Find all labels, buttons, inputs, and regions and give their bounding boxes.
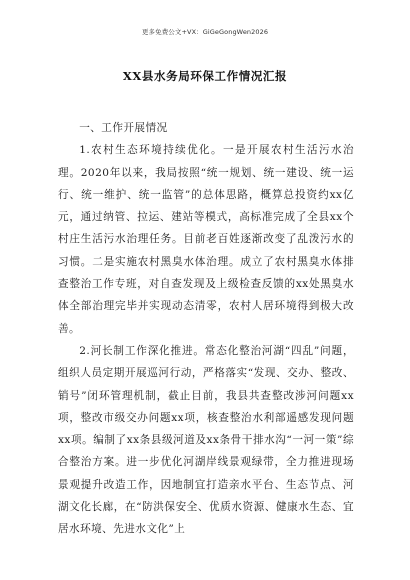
paragraph-river-chief-system: 2.河长制工作深化推进。常态化整治河湖“四乱”问题，组织人员定期开展巡河行动，严格落实“发现、交办、整改、销号”闭环管理机制，截止目前，我县共查整改涉河问题xx项，整改市级交办问题xx项，核查整治水利部遥感发现问题xx项。编制了xx条县级河道及xx条骨干排水沟“一河一策”综合整治方案。进一步优化河湖岸线景观绿带，全力推进现场景观提升改造工作，因地制宜打造亲水平台、生态节点、河湖文化长廊，在“防洪保安全、优质水资源、健康水生态、宜居水环境、先进水文化”上: [58, 344, 354, 536]
document-title: XX县水务局环保工作情况汇报: [122, 69, 288, 83]
document-body: [58, 117, 354, 541]
header-note: 更多免费公文+VX：GiGeGongWen2026: [141, 28, 269, 36]
section-heading: 一、工作开展情况: [79, 122, 168, 134]
paragraph-rural-environment: 1.农村生态环境持续优化。一是开展农村生活污水治理。2020年以来，我局按照“统一规划、统一建设、统一运行、统一维护、统一监管”的总体思路，概算总投资约xx亿元，通过纳管、拉运、建站等模式，高标准完成了全县xx个村庄生活污水治理任务。目前老百姓逐渐改变了乱泼污水的习惯。二是实施农村黑臭水体治理。成立了农村黑臭水体排查整治工作专班，对自查发现及上级检查反馈的xx处黑臭水体全部治理完毕并实现动态清零，农村人居环境得到极大改善。: [58, 144, 354, 335]
